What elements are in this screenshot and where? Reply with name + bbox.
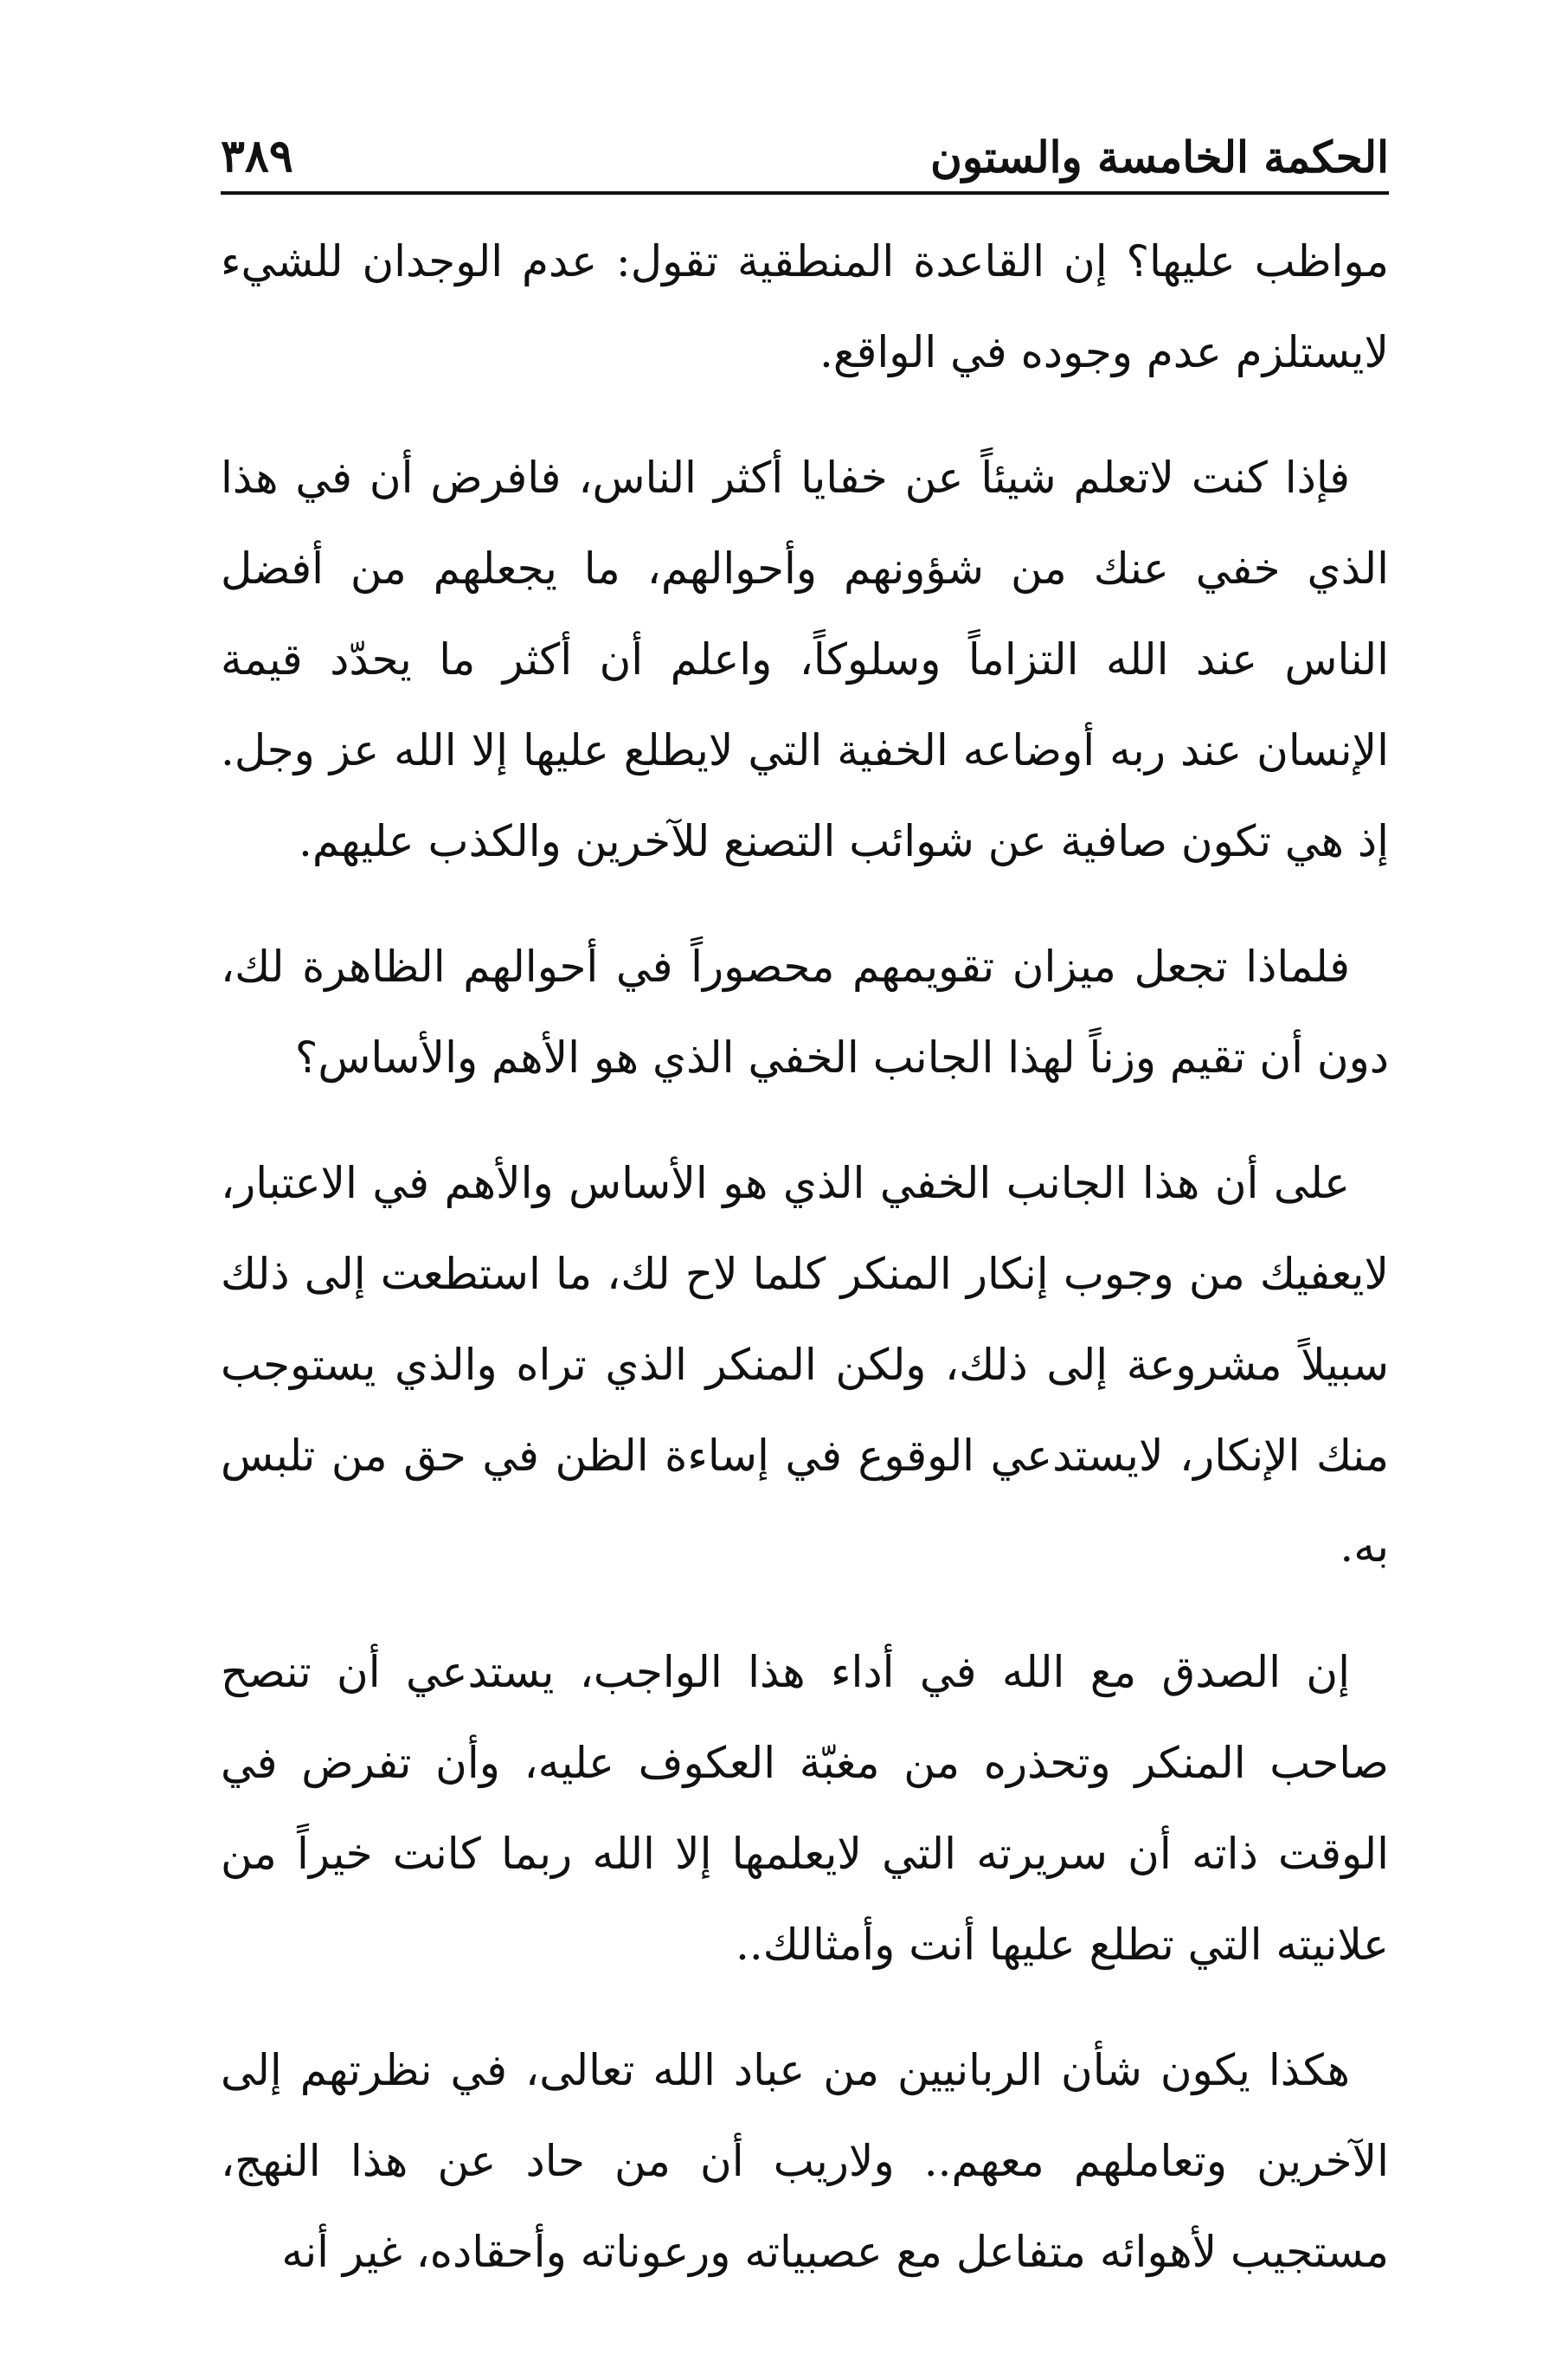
paragraph: فإذا كنت لاتعلم شيئاً عن خفايا أكثر الناس، فافرض أن في هذا الذي خفي عنك من شؤونهم وأحوالهم، ما يجعلهم من أفضل الناس عند الله التزاماً وسلوكاً، واعلم أن أكثر ما يحدّد قيمة الإنسان عند ربه أوضاعه الخفية التي لايطلع عليها إلا الله عز وجل. إذ هي تكون صافية عن شوائب التصنع للآخرين والكذب عليهم. [221, 453, 1389, 866]
page-header [221, 113, 1389, 195]
running-title: الحكمة الخامسة والستون [930, 132, 1389, 183]
page-number: ٣٨٩ [221, 130, 293, 183]
paragraph-continuation: مواظب عليها؟ إن القاعدة المنطقية تقول: عدم الوجدان للشيء لايستلزم عدم وجوده في الواقع. [221, 236, 1389, 377]
paragraph: إن الصدق مع الله في أداء هذا الواجب، يستدعي أن تنصح صاحب المنكر وتحذره من مغبّة العكوف عليه، وأن تفرض في الوقت ذاته أن سريرته التي لايعلمها إلا الله ربما كانت خيراً من علانيته التي تطلع عليها أنت وأمثالك.. [221, 1647, 1389, 1970]
page-body [221, 216, 1389, 2298]
paragraph: فلماذا تجعل ميزان تقويمهم محصوراً في أحوالهم الظاهرة لك، دون أن تقيم وزناً لهذا الجانب الخفي الذي هو الأهم والأساس؟ [221, 942, 1389, 1083]
paragraph: هكذا يكون شأن الربانيين من عباد الله تعالى، في نظرتهم إلى الآخرين وتعاملهم معهم.. ولاريب أن من حاد عن هذا النهج، مستجيب لأهوائه متفاعل مع عصبياته ورعوناته وأحقاده، غير أنه [221, 2045, 1389, 2277]
paragraph: على أن هذا الجانب الخفي الذي هو الأساس والأهم في الاعتبار، لايعفيك من وجوب إنكار المنكر كلما لاح لك، ما استطعت إلى ذلك سبيلاً مشروعة إلى ذلك، ولكن المنكر الذي تراه والذي يستوجب منك الإنكار، لايستدعي الوقوع في إساءة الظن في حق من تلبس به. [221, 1158, 1389, 1572]
